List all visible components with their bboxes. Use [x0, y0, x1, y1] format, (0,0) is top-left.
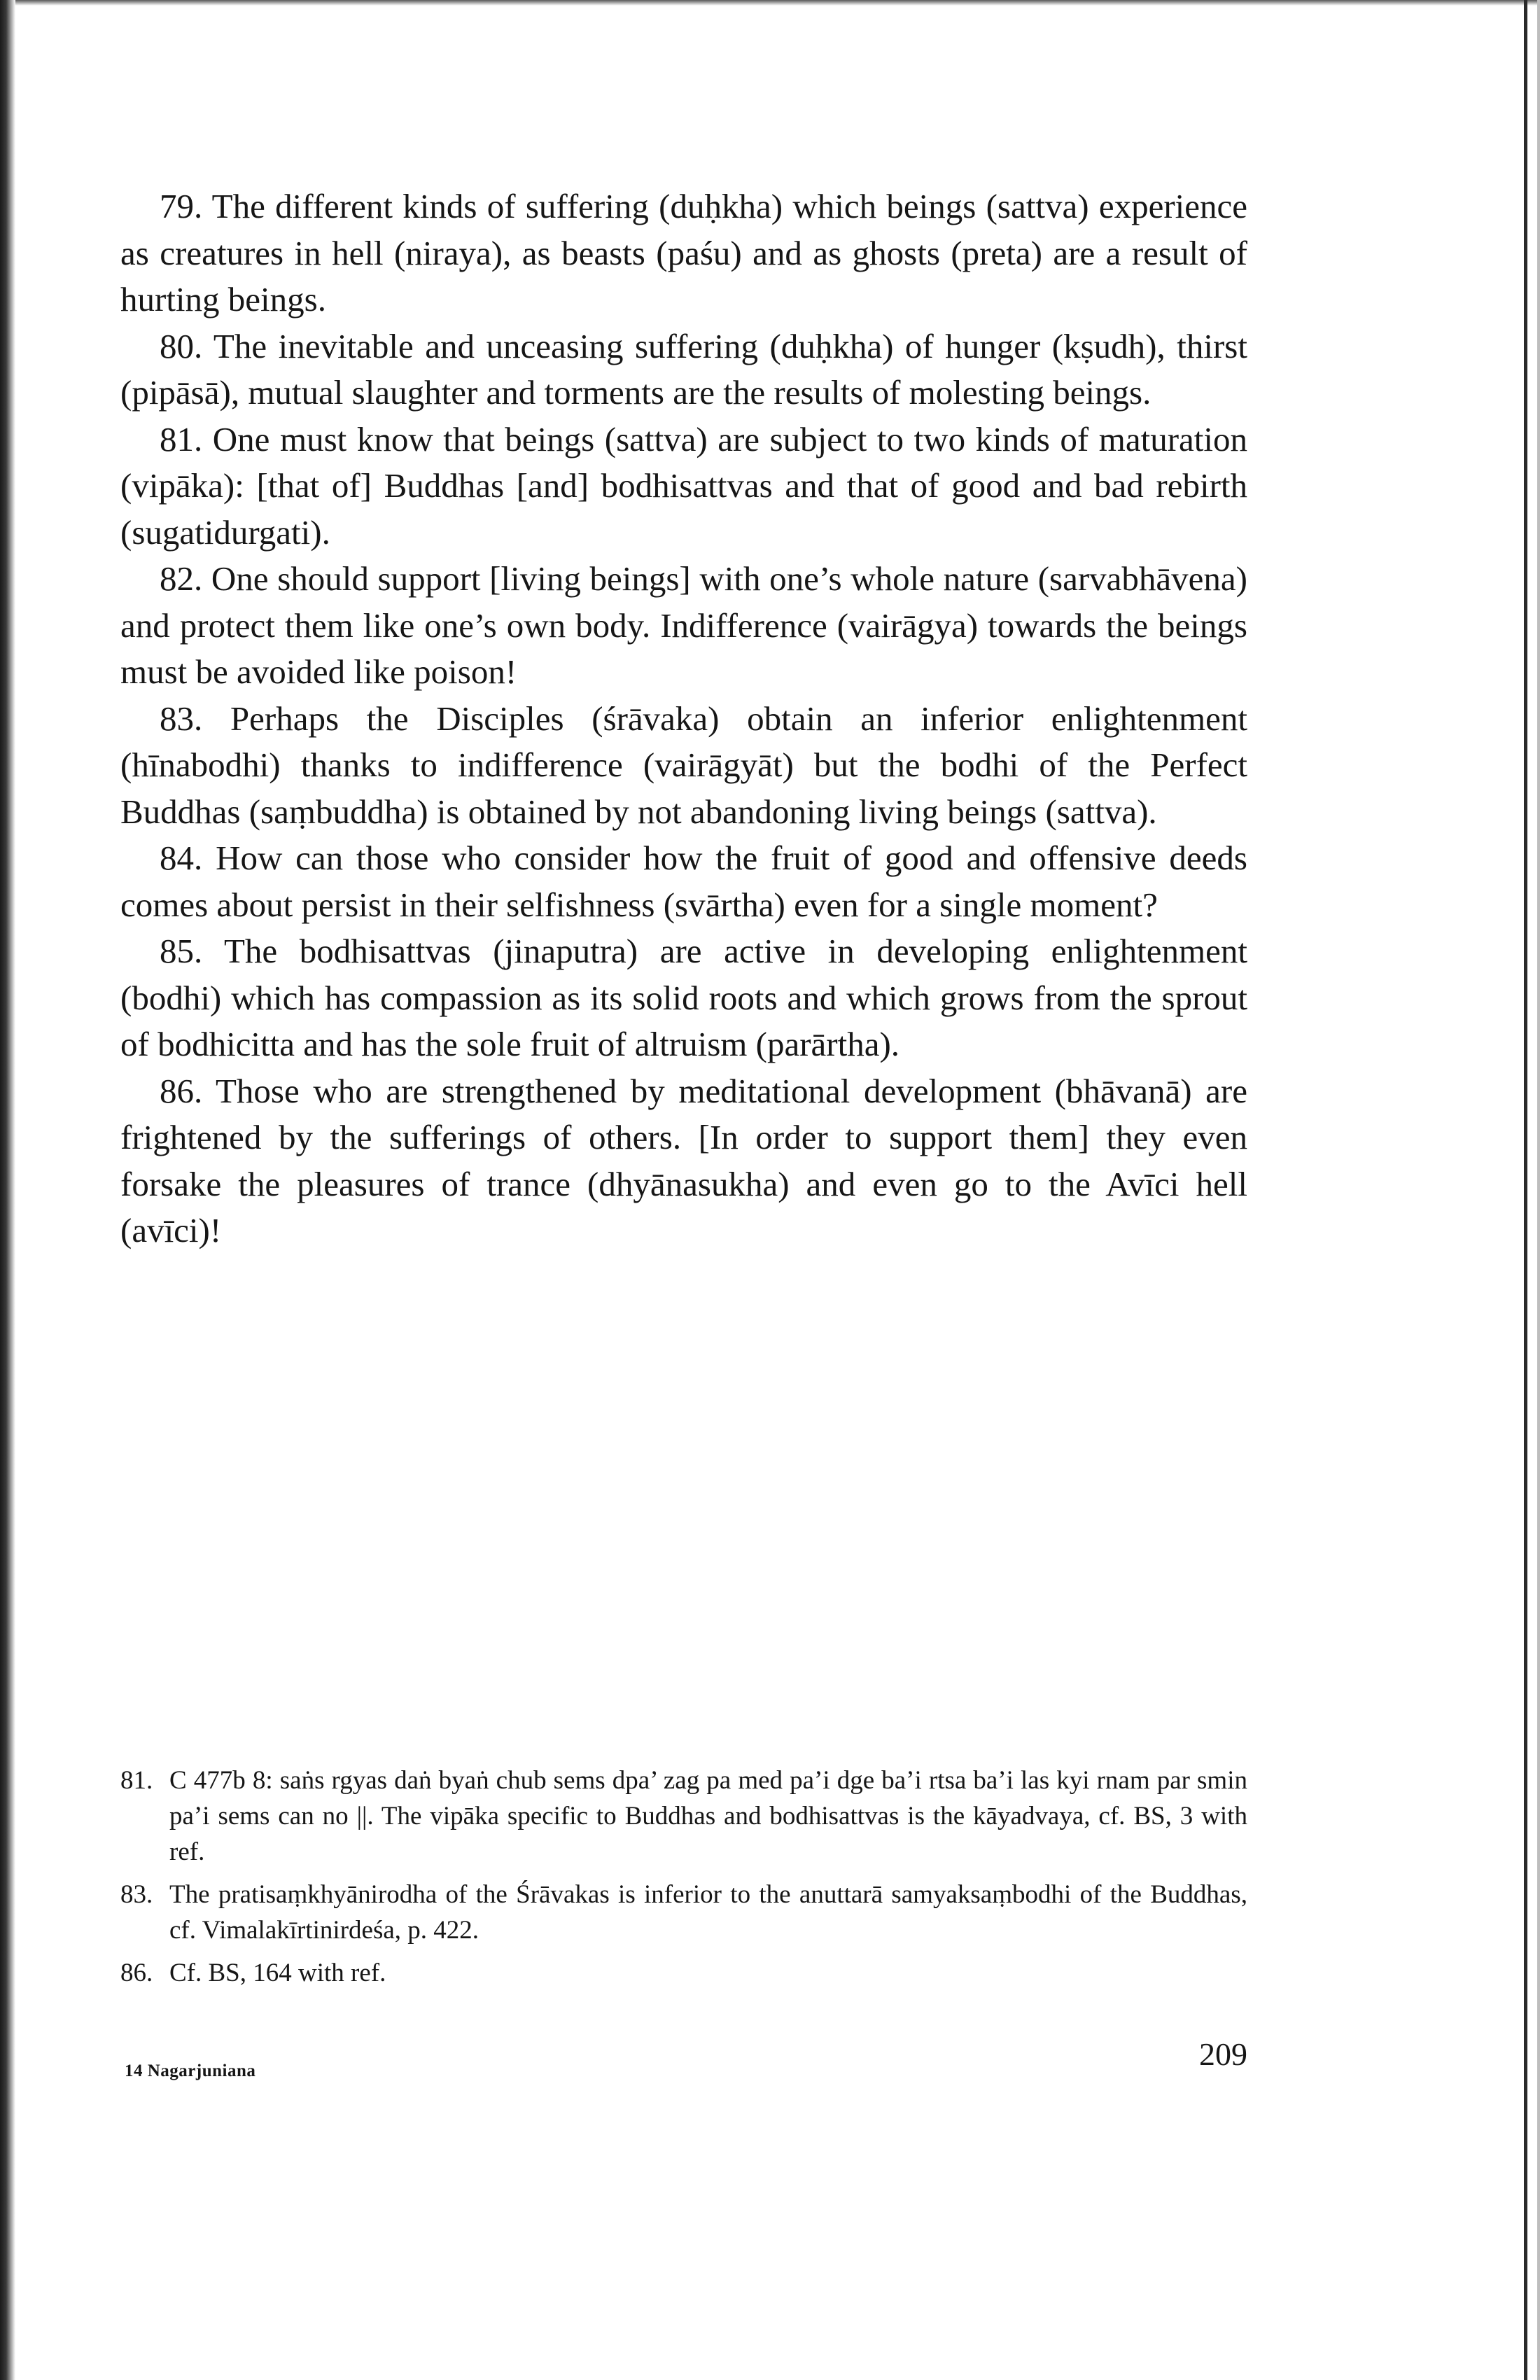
verse-text: Those who are strengthened by meditational development (bhāvanā) are frightened by the sufferings of others. [In order to support them] they even forsake the pleasures of trance (dhyānasukha) and even go to the Avīci hell (avīci)! [120, 1071, 1247, 1250]
footnote-number: 86. [120, 1959, 153, 1987]
verse-text: The bodhisattvas (jinaputra) are active in developing enlightenment (bodhi) which has compassion as its solid roots and which grows from the sprout of bodhicitta and has the sole fruit of altruism (parārtha). [120, 932, 1247, 1063]
verse-number: 80. [160, 326, 203, 365]
footnote-text: The pratisaṃkhyānirodha of the Śrāvakas is inferior to the anuttarā samyaksaṃbodhi of the Buddhas, cf. Vimalakīrtinirdeśa, p. 422. [169, 1880, 1247, 1945]
verse-text: How can those who consider how the fruit of good and offensive deeds comes about persist in their selfishness (svārtha) even for a single moment? [120, 839, 1247, 924]
scan-edge-right-outer [1537, 0, 1540, 2380]
verse-84 [120, 835, 1247, 928]
verse-79 [120, 183, 1247, 323]
verse-82 [120, 556, 1247, 696]
verse-86 [120, 1068, 1247, 1254]
footnote-83 [120, 1877, 1247, 1948]
footnotes [120, 1763, 1247, 1998]
footnote-81 [120, 1763, 1247, 1870]
verse-number: 84. [160, 839, 203, 877]
verse-number: 85. [160, 932, 203, 970]
footnote-text: Cf. BS, 164 with ref. [169, 1959, 386, 1987]
verse-text: Perhaps the Disciples (śrāvaka) obtain an inferior enlightenment (hīnabodhi) thanks to indifference (vairāgyāt) but the bodhi of the Perfect Buddhas (saṃbuddha) is obtained by not abandoning living beings (sattva). [120, 699, 1248, 831]
footnote-number: 83. [120, 1880, 153, 1909]
verse-text: One should support [living beings] with one’s whole nature (sarvabhāvena) and protect them like one’s own body. Indifference (vairāgya) towards the beings must be avoided like poison! [120, 559, 1247, 691]
verse-85 [120, 928, 1247, 1068]
verse-83 [120, 696, 1247, 836]
verse-80 [120, 323, 1247, 416]
scan-edge-left [0, 0, 15, 2380]
footnote-number: 81. [120, 1766, 153, 1795]
signature-mark: 14 Nagarjuniana [125, 2062, 256, 2080]
verse-number: 79. [160, 187, 203, 225]
verse-number: 86. [160, 1071, 203, 1110]
verse-text: One must know that beings (sattva) are subject to two kinds of maturation (vipāka): [that of] Buddhas [and] bodhisattvas and that of good and bad rebirth (sugatidurgati). [120, 419, 1247, 552]
verse-number: 82. [160, 559, 203, 598]
verse-number: 83. [160, 699, 203, 738]
verse-text: The inevitable and unceasing suffering (duḥkha) of hunger (kṣudh), thirst (pipāsā), mutual slaughter and torments are the results of molesting beings. [120, 326, 1247, 412]
verse-81 [120, 416, 1247, 556]
footnote-text: C 477b 8: saṅs rgyas daṅ byaṅ chub sems dpa’ zag pa med pa’i dge ba’i rtsa ba’i las kyi rnam par smin pa’i sems can no ||. The vipāka specific to Buddhas and bodhisattvas is the kāyadvaya, cf. BS, 3 with ref. [169, 1766, 1247, 1866]
verse-text: The different kinds of suffering (duḥkha) which beings (sattva) experience as creatures in hell (niraya), as beasts (paśu) and as ghosts (preta) are a result of hurting beings. [120, 187, 1247, 318]
main-text [120, 183, 1247, 1254]
footnote-86 [120, 1955, 1247, 1991]
scan-edge-right [1524, 0, 1527, 2380]
page-number: 209 [1199, 2036, 1247, 2072]
scan-edge-top [0, 0, 1540, 6]
verse-number: 81. [160, 419, 203, 458]
